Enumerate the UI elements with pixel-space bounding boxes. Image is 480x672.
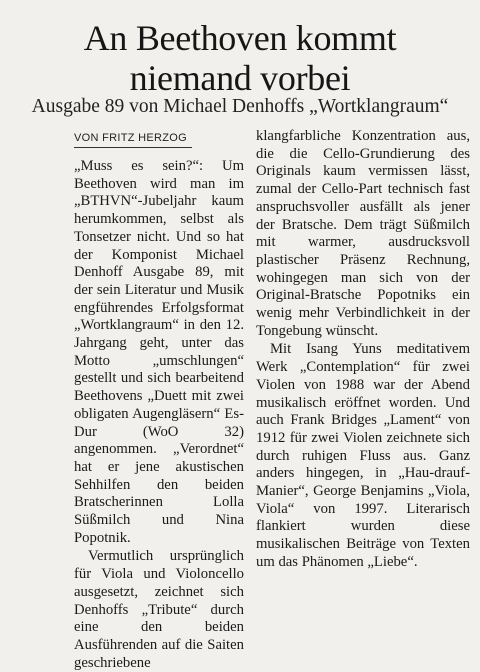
paragraph: Mit Isang Yuns meditativem Werk „Contemplation“ für zwei Violen von 1988 war der Abend musikalisch eröffnet worden. Und auch Frank Bridges „Lament“ von 1912 für zwei Violen zeichnete sich durch ruhigen Fluss aus. Ganz anders hingegen, in „Hau-drauf-Manier“, George Benjamins „Viola, Viola“ von 1997. Literarisch flankiert wurden diese musikalischen Beiträge von Texten um das Phänomen „Liebe“. bbox=[256, 341, 470, 570]
article-column-right bbox=[256, 128, 470, 572]
paragraph: klangfarbliche Konzentration aus, die die Cello-Grundierung des Originals kaum vermissen lässt, zumal der Cello-Part technisch fast anspruchsvoller ausfällt als jener der Bratsche. Dem trägt Süßmilch mit warmer, ausdrucksvoll plastischer Präsenz Rechnung, wohingegen man sich von der Original-Bratsche Popotniks ein wenig mehr Verbindlichkeit in der Tongebung wünscht. bbox=[256, 128, 470, 339]
headline-line-1: An Beethoven kommt bbox=[83, 18, 397, 58]
article-column-left bbox=[74, 158, 244, 672]
paragraph: Vermutlich ursprünglich für Viola und Violoncello ausgesetzt, zeichnet sich Denhoffs „Tribute“ durch eine den beiden Ausführenden auf die Saiten geschriebene bbox=[74, 548, 244, 671]
byline: VON FRITZ HERZOG bbox=[74, 132, 187, 144]
subtitle: Ausgabe 89 von Michael Denhoffs „Wortklangraum“ bbox=[31, 96, 449, 117]
paragraph: „Muss es sein?“: Um Beethoven wird man im „BTHVN“-Jubeljahr kaum herumkommen, selbst als Tonsetzer nicht. Und so hat der Komponist Michael Denhoff Ausgabe 89, mit der sein Literatur und Musik engführendes Erfolgsformat „Wortklangraum“ in den 12. Jahrgang geht, unter das Motto „umschlungen“ gestellt und sich bearbeitend Beethovens „Duett mit zwei obligaten Augengläsern“ Es-Dur (WoO 32) angenommen. „Verordnet“ hat er jene akustischen Sehhilfen den beiden Bratscherinnen Lolla Süßmilch und Nina Popotnik. bbox=[74, 158, 244, 546]
byline-rule bbox=[74, 147, 192, 148]
headline-line-2: niemand vorbei bbox=[129, 58, 351, 98]
